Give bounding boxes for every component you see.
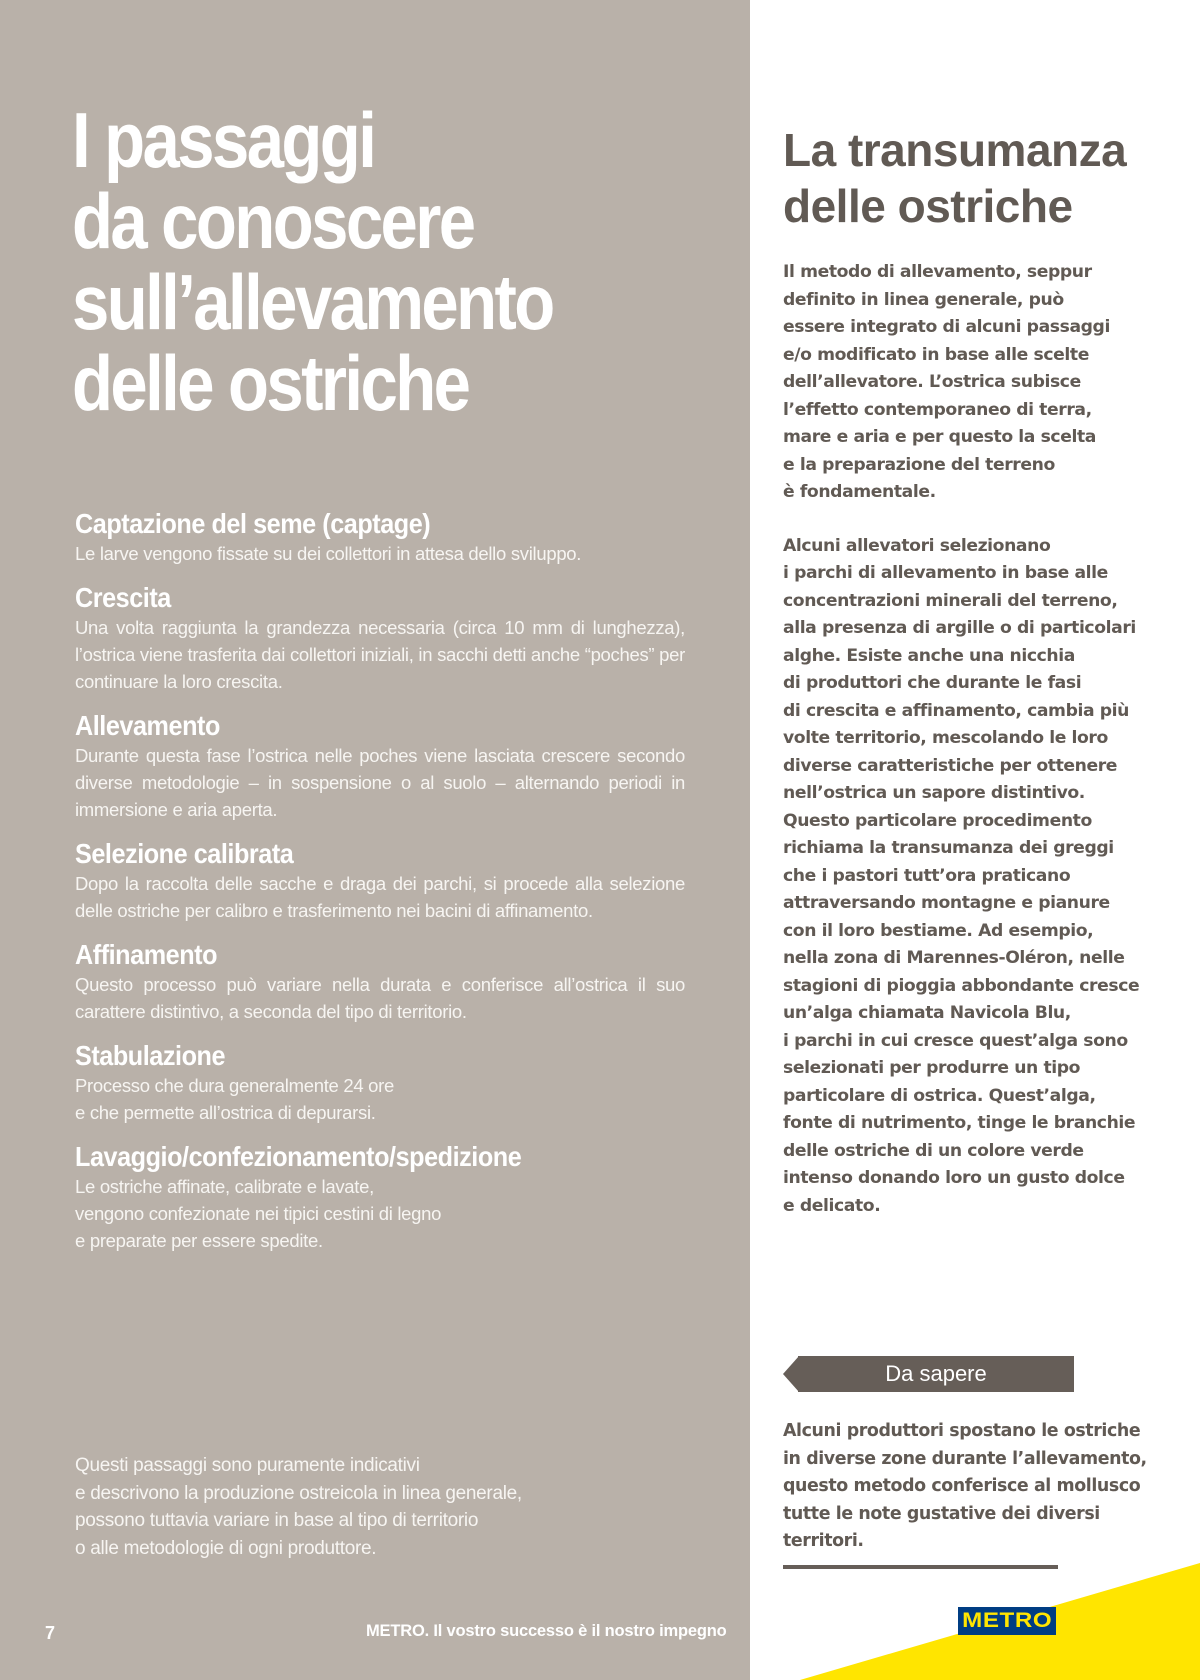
text-line: delle ostriche di un colore verde <box>783 1140 1084 1161</box>
text-line: che i pastori tutt’ora praticano <box>783 865 1071 886</box>
text-line: nella zona di Marennes-Oléron, nelle <box>783 948 1125 968</box>
text-line: diverse caratteristiche per ottenere <box>783 755 1118 776</box>
text-line: e/o modificato in base alle scelte <box>783 344 1089 365</box>
text-line: alla presenza di argille o di particolari <box>783 618 1136 638</box>
disclaimer-line: possono tuttavia variare in base al tipo di territorio <box>75 1510 479 1531</box>
step-text: Dopo la raccolta delle sacche e draga dei parchi, si procede alla selezione delle ostriche per calibro e trasferimento nei bacini di affinamento. <box>75 873 685 921</box>
text-line: i parchi in cui cresce quest’alga sono <box>783 1030 1128 1051</box>
step-heading: Allevamento <box>75 710 220 741</box>
text-line: di produttori che durante le fasi <box>783 673 1082 693</box>
steps-list <box>75 508 685 1269</box>
step-heading: Selezione calibrata <box>75 838 294 869</box>
article-paragraph-2 <box>783 533 1183 1221</box>
article-paragraph-1 <box>783 259 1183 507</box>
text-line: nell’ostrica un sapore distintivo. <box>783 783 1085 803</box>
step-text: Durante questa fase l’ostrica nelle poches viene lasciata crescere secondo diverse metodologie – in sospensione o al suolo – alternando periodi in immersione e aria aperta. <box>75 745 685 820</box>
step-text-line: e preparate per essere spedite. <box>75 1230 323 1251</box>
text-line: con il loro bestiame. Ad esempio, <box>783 920 1094 941</box>
step-heading: Stabulazione <box>75 1040 226 1071</box>
text-line: attraversando montagne e pianure <box>783 893 1110 913</box>
text-line: Il metodo di allevamento, seppur <box>783 262 1092 282</box>
callout-label: Da sapere <box>885 1361 987 1386</box>
text-line: volte territorio, mescolando le loro <box>783 728 1108 748</box>
step-selezione-calibrata <box>75 838 685 924</box>
metro-logo-text: METRO <box>961 1609 1053 1632</box>
text-line: un’alga chiamata Navicola Blu, <box>783 1003 1071 1023</box>
article-body <box>783 259 1183 1246</box>
step-text: Una volta raggiunta la grandezza necessaria (circa 10 mm di lunghezza), l’ostrica viene trasferita dai collettori iniziali, in sacchi detti anche “poches” per continuare la loro crescita. <box>75 617 685 692</box>
text-line: alghe. Esiste anche una nicchia <box>783 645 1075 666</box>
text-line: stagioni di pioggia abbondante cresce <box>783 975 1140 996</box>
text-line: l’effetto contemporaneo di terra, <box>783 399 1092 420</box>
metro-logo <box>958 1607 1056 1635</box>
title-line: da conoscere <box>72 177 474 265</box>
step-text-line: e che permette all’ostrica di depurarsi. <box>75 1102 376 1123</box>
callout-line: in diverse zone durante l’allevamento, <box>783 1448 1147 1469</box>
text-line: concentrazioni minerali del terreno, <box>783 590 1118 611</box>
text-line: Alcuni allevatori selezionano <box>783 535 1051 556</box>
page-title <box>72 96 640 427</box>
text-line: essere integrato di alcuni passaggi <box>783 317 1110 337</box>
disclaimer <box>75 1452 695 1562</box>
text-line: i parchi di allevamento in base alle <box>783 563 1108 583</box>
title-line: delle ostriche <box>72 339 469 427</box>
title-line: sull’allevamento <box>72 258 553 346</box>
step-heading: Lavaggio/confezionamento/spedizione <box>75 1141 522 1172</box>
step-heading: Crescita <box>75 582 171 613</box>
text-line: particolare di ostrica. Quest’alga, <box>783 1085 1096 1106</box>
section-title <box>783 122 1126 234</box>
callout-line: Alcuni produttori spostano le ostriche <box>783 1421 1141 1441</box>
step-heading: Captazione del seme (captage) <box>75 508 431 539</box>
step-text-line: Processo che dura generalmente 24 ore <box>75 1075 395 1096</box>
text-line: e la preparazione del terreno <box>783 454 1055 475</box>
disclaimer-line: e descrivono la produzione ostreicola in linea generale, <box>75 1482 522 1504</box>
text-line: intenso donando loro un gusto dolce <box>783 1168 1125 1188</box>
callout-arrow-icon <box>783 1356 799 1392</box>
text-line: fonte di nutrimento, tinge le branchie <box>783 1113 1136 1133</box>
callout-line: questo metodo conferisce al mollusco <box>783 1476 1141 1496</box>
step-text-line: Le ostriche affinate, calibrate e lavate, <box>75 1176 374 1197</box>
disclaimer-line: Questi passaggi sono puramente indicativi <box>75 1455 420 1476</box>
disclaimer-line: o alle metodologie di ogni produttore. <box>75 1537 377 1559</box>
step-text <box>75 540 685 567</box>
section-title-line: delle ostriche <box>783 180 1073 232</box>
callout-body <box>783 1418 1183 1556</box>
text-line: dell’allevatore. L’ostrica subisce <box>783 372 1081 392</box>
section-title-line: La transumanza <box>783 124 1127 176</box>
callout-divider <box>783 1565 1058 1569</box>
text-line: mare e aria e per questo la scelta <box>783 427 1096 447</box>
step-text: Questo processo può variare nella durata e conferisce all’ostrica il suo carattere distintivo, a seconda del tipo di territorio. <box>75 974 685 1022</box>
step-captazione <box>75 508 685 567</box>
callout-line: territori. <box>783 1531 864 1551</box>
step-text <box>75 1173 685 1254</box>
step-text <box>75 1072 685 1126</box>
text-line: richiama la transumanza dei greggi <box>783 838 1114 858</box>
text-line: e delicato. <box>783 1195 881 1216</box>
step-affinamento <box>75 939 685 1025</box>
text-line: Questo particolare procedimento <box>783 810 1092 831</box>
step-stabulazione <box>75 1040 685 1126</box>
callout-line: tutte le note gustative dei diversi <box>783 1503 1100 1524</box>
text-line: di crescita e affinamento, cambia più <box>783 700 1129 721</box>
text-line: definito in linea generale, può <box>783 289 1064 310</box>
text-line: è fondamentale. <box>783 482 936 502</box>
step-text-line: vengono confezionate nei tipici cestini di legno <box>75 1203 442 1224</box>
footer-slogan: METRO. Il vostro successo è il nostro impegno <box>366 1622 727 1640</box>
text-line: selezionati per produrre un tipo <box>783 1058 1081 1078</box>
step-heading: Affinamento <box>75 939 218 970</box>
title-line: I passaggi <box>72 96 375 184</box>
page-number: 7 <box>45 1623 56 1643</box>
step-lavaggio <box>75 1141 685 1254</box>
step-crescita <box>75 582 685 695</box>
step-allevamento <box>75 710 685 823</box>
step-text-line: Le larve vengono fissate su dei collettori in attesa dello sviluppo. <box>75 543 582 564</box>
